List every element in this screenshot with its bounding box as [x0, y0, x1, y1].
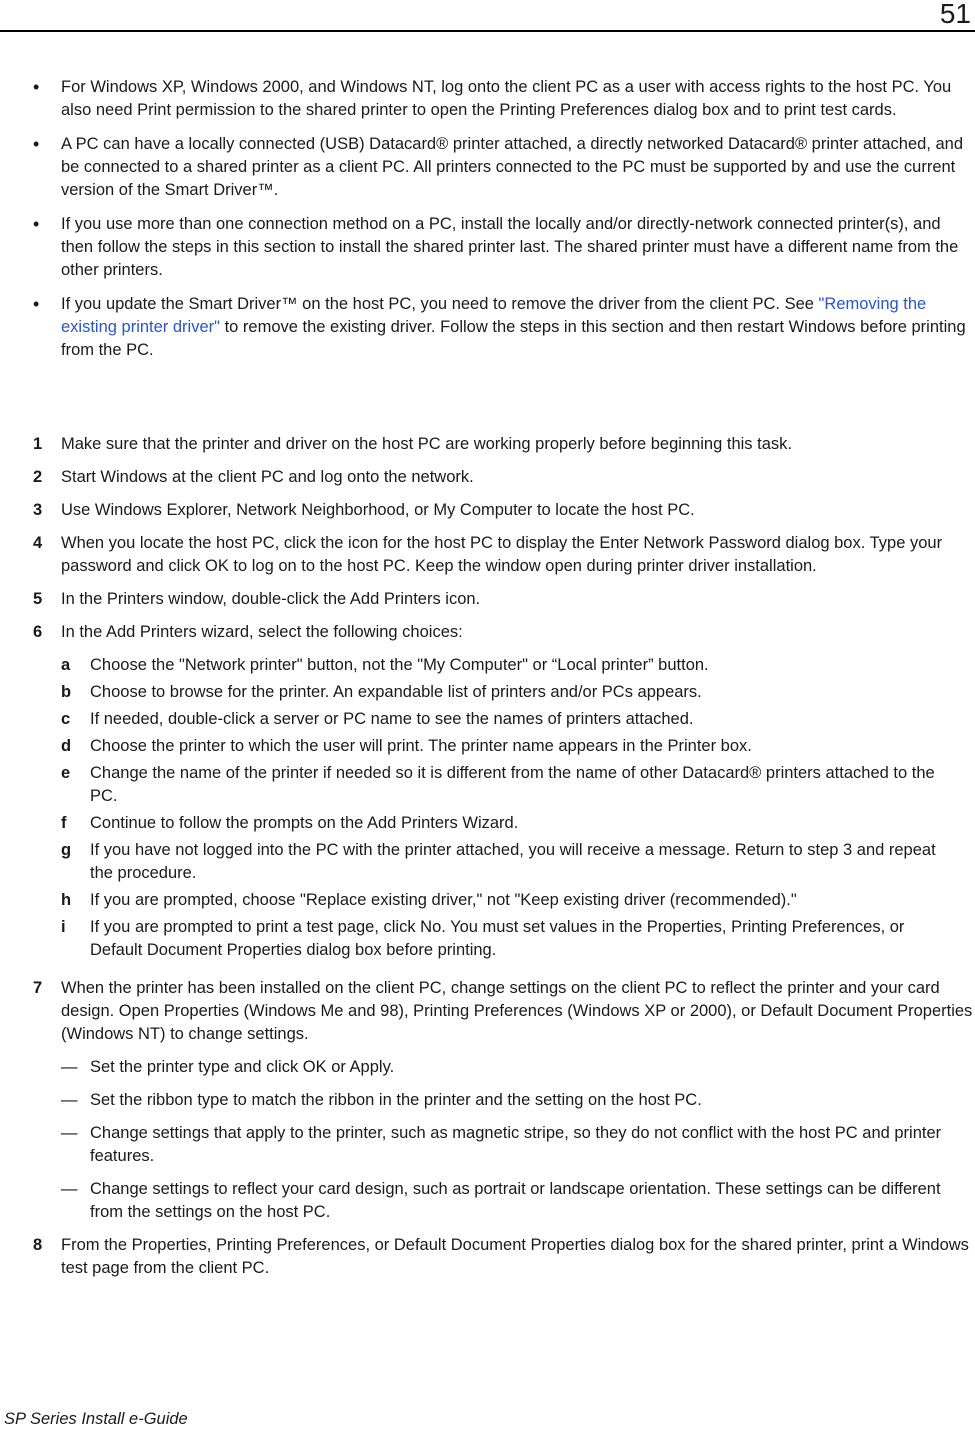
substep-item [0, 681, 975, 704]
notes-bullet-list [0, 76, 975, 373]
header-rule [0, 30, 975, 32]
substep-letter: h [61, 891, 72, 909]
substep-item [0, 762, 975, 808]
bullet-item [0, 213, 975, 282]
substep-letter: i [61, 918, 66, 936]
step-text: Make sure that the printer and driver on the host PC are working properly before beginning this task. [61, 435, 792, 453]
bullet-text: For Windows XP, Windows 2000, and Windows NT, log onto the client PC as a user with access rights to the host PC. You also need Print permission to the shared printer to open the Printing Preferences dialog box and to print test cards. [61, 78, 952, 119]
substep-letter: c [61, 710, 71, 728]
step-item [0, 433, 975, 456]
substep-text: If you are prompted to print a test page, click No. You must set values in the Properties, Printing Preferences, or Default Document Properties dialog box before printing. [90, 918, 905, 959]
substep-text: Choose the printer to which the user will print. The printer name appears in the Printer box. [90, 737, 752, 755]
step-text: When you locate the host PC, click the icon for the host PC to display the Enter Network Password dialog box. Type your password and click OK to log on to the host PC. Keep the window open during printer driver installation. [61, 534, 943, 575]
bullet-text: If you update the Smart Driver™ on the host PC, you need to remove the driver from the client PC. See [61, 295, 819, 313]
step-text: In the Add Printers wizard, select the following choices: [61, 623, 463, 641]
step-number: 8 [33, 1236, 43, 1254]
step-text: Use Windows Explorer, Network Neighborhood, or My Computer to locate the host PC. [61, 501, 695, 519]
step-text: In the Printers window, double-click the Add Printers icon. [61, 590, 481, 608]
step-item [0, 466, 975, 489]
step-number: 1 [33, 435, 43, 453]
substep-text: If you have not logged into the PC with the printer attached, you will receive a message. Return to step 3 and repeat the procedure. [90, 841, 936, 882]
step-number: 2 [33, 468, 43, 486]
substep-item [0, 812, 975, 835]
substep-text: If needed, double-click a server or PC name to see the names of printers attached. [90, 710, 694, 728]
substep-letter: d [61, 737, 72, 755]
bullet-text: to remove the existing driver. Follow the steps in this section and then restart Windows before printing from the PC. [61, 318, 966, 359]
dash-item [0, 1178, 975, 1224]
removing-driver-link[interactable]: "Removing the existing printer driver" [61, 295, 927, 336]
step-item [0, 621, 975, 644]
step-item [0, 588, 975, 611]
step-item [0, 532, 975, 578]
bullet-icon: • [33, 214, 40, 234]
step-item [0, 977, 975, 1046]
dash-icon: — [61, 1091, 78, 1109]
dash-icon: — [61, 1058, 78, 1076]
substep-text: If you are prompted, choose "Replace existing driver," not "Keep existing driver (recommended)." [90, 891, 797, 909]
substep-item [0, 735, 975, 758]
step-item [0, 1234, 975, 1280]
bullet-item [0, 133, 975, 202]
procedure-steps [0, 433, 975, 1290]
dash-icon: — [61, 1124, 78, 1142]
dash-text: Set the printer type and click OK or Apply. [90, 1058, 395, 1076]
substep-letter: e [61, 764, 71, 782]
substep-text: Choose to browse for the printer. An expandable list of printers and/or PCs appears. [90, 683, 702, 701]
step-text: From the Properties, Printing Preferences, or Default Document Properties dialog box for the shared printer, print a Windows test page from the client PC. [61, 1236, 969, 1277]
substep-list [0, 654, 975, 962]
dash-text: Change settings that apply to the printer, such as magnetic stripe, so they do not conflict with the host PC and printer features. [90, 1124, 942, 1165]
substep-text: Change the name of the printer if needed so it is different from the name of other Datacard® printers attached to the PC. [90, 764, 935, 805]
bullet-text: A PC can have a locally connected (USB) Datacard® printer attached, a directly networked Datacard® printer attached, and be connected to a shared printer as a client PC. All printers connected to the PC must be supported by and use the current version of the Smart Driver™. [61, 135, 964, 199]
step-number: 3 [33, 501, 43, 519]
bullet-item [0, 76, 975, 122]
bullet-text: If you use more than one connection method on a PC, install the locally and/or directly-network connected printer(s), and then follow the steps in this section to install the shared printer last. The shared printer must have a different name from the other printers. [61, 215, 959, 279]
substep-letter: f [61, 814, 67, 832]
page-number: 51 [939, 0, 971, 29]
substep-text: Choose the "Network printer" button, not the "My Computer" or “Local printer” button. [90, 656, 709, 674]
step-number: 4 [33, 534, 43, 552]
bullet-item [0, 293, 975, 362]
step-number: 6 [33, 623, 43, 641]
substep-item [0, 708, 975, 731]
footer-title: SP Series Install e-Guide [4, 1410, 188, 1428]
bullet-icon: • [33, 77, 40, 97]
dash-item [0, 1089, 975, 1112]
substep-letter: g [61, 841, 72, 859]
substep-item [0, 654, 975, 677]
substep-letter: a [61, 656, 71, 674]
dash-item [0, 1122, 975, 1168]
step-number: 5 [33, 590, 43, 608]
dash-text: Set the ribbon type to match the ribbon in the printer and the setting on the host PC. [90, 1091, 702, 1109]
dash-text: Change settings to reflect your card design, such as portrait or landscape orientation. These settings can be different from the settings on the host PC. [90, 1180, 941, 1221]
substep-text: Continue to follow the prompts on the Add Printers Wizard. [90, 814, 519, 832]
bullet-icon: • [33, 294, 40, 314]
bullet-icon: • [33, 134, 40, 154]
substep-item [0, 839, 975, 885]
step-item [0, 499, 975, 522]
substep-letter: b [61, 683, 72, 701]
step-text: When the printer has been installed on the client PC, change settings on the client PC to reflect the printer and your card design. Open Properties (Windows Me and 98), Printing Preferences (Windows XP or 2000), or Default Document Properties (Windows NT) to change settings. [61, 979, 973, 1043]
substep-item [0, 889, 975, 912]
step-text: Start Windows at the client PC and log onto the network. [61, 468, 474, 486]
dash-item [0, 1056, 975, 1079]
dash-icon: — [61, 1180, 78, 1198]
substep-item [0, 916, 975, 962]
step-number: 7 [33, 979, 43, 997]
